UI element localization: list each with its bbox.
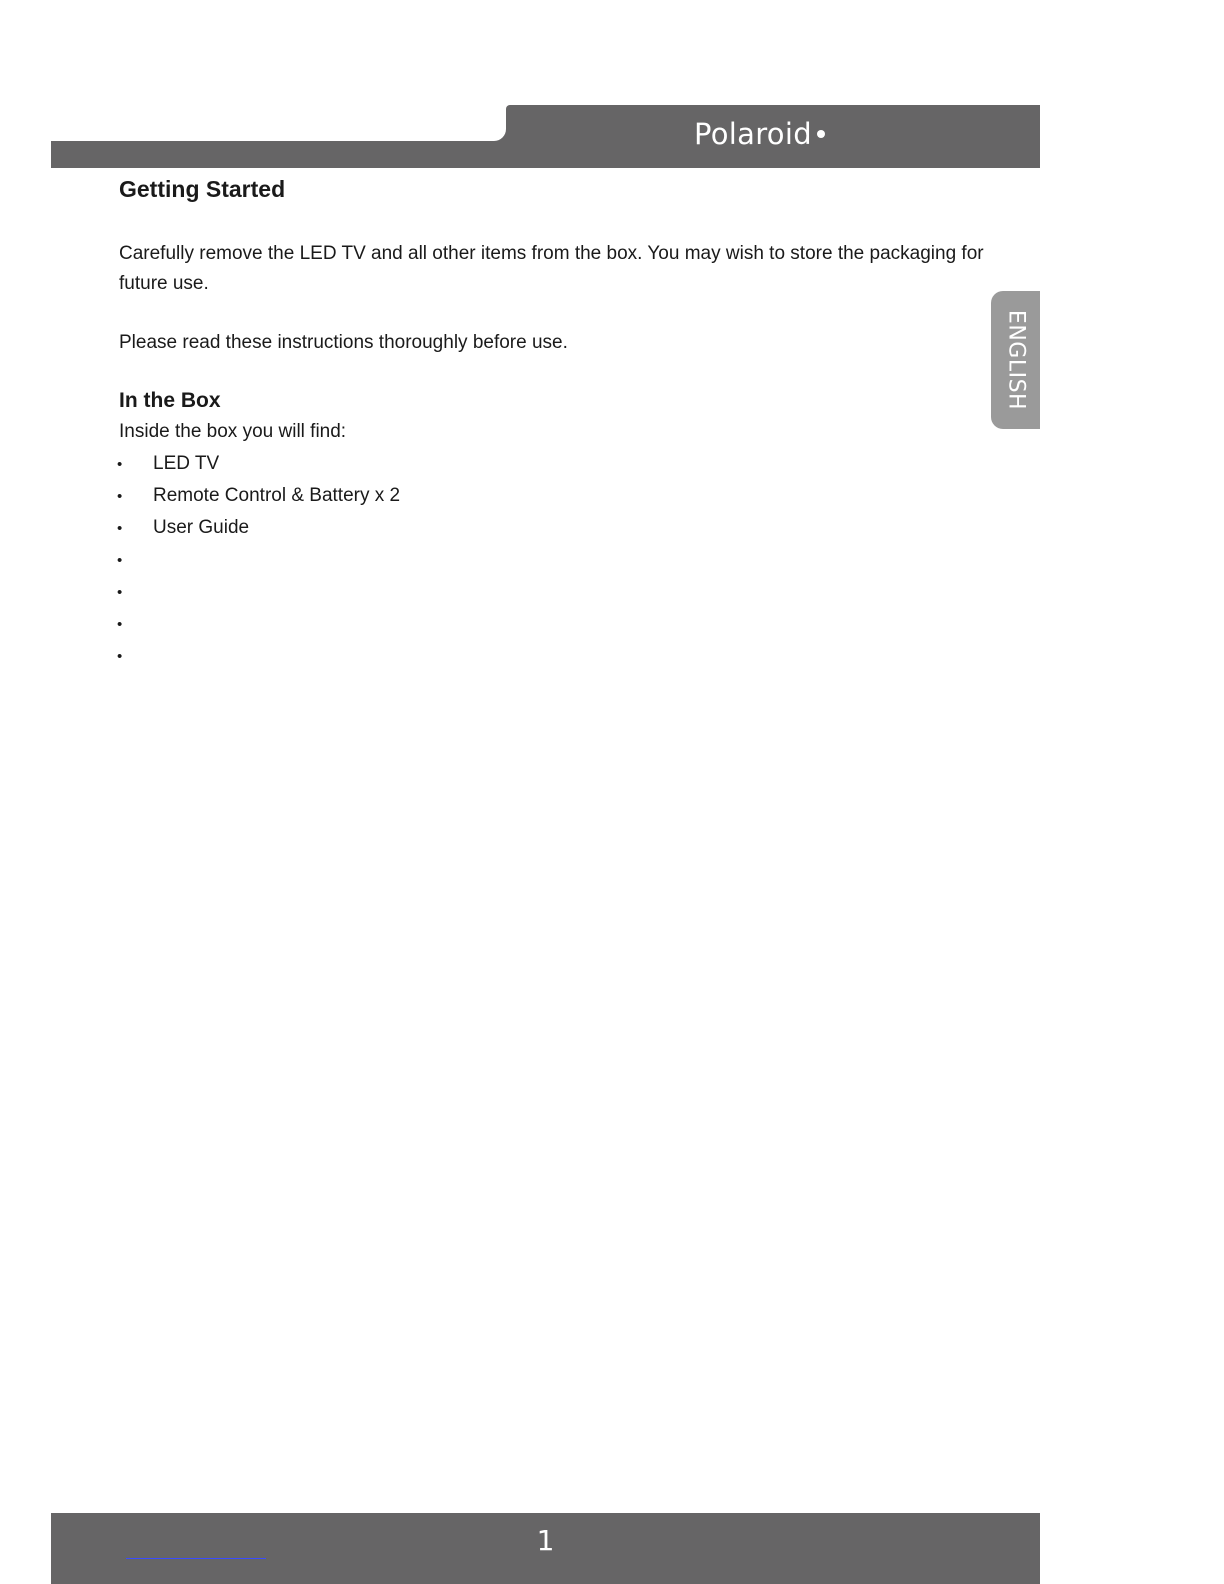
list-item-label: Remote Control & Battery x 2 — [153, 485, 401, 506]
brand-logo — [694, 117, 825, 151]
page-title: Getting Started — [119, 176, 286, 202]
bullet-icon: • — [117, 520, 123, 537]
section-title: In the Box — [119, 389, 221, 412]
brand-name: Polaroid — [694, 117, 812, 151]
bullet-icon: • — [117, 584, 123, 601]
footer-link-underline — [126, 1558, 266, 1559]
header-notch-cover — [482, 117, 506, 141]
list-item — [117, 449, 400, 481]
list-item — [117, 545, 400, 577]
bullet-icon: • — [117, 488, 123, 505]
bullet-icon: • — [117, 456, 123, 473]
box-contents-list — [117, 449, 400, 673]
page-number: 1 — [536, 1524, 555, 1557]
instructions-note: Please read these instructions thoroughly before use. — [119, 332, 568, 353]
list-item-label: LED TV — [153, 453, 220, 474]
bullet-icon: • — [117, 616, 123, 633]
brand-dot-icon — [817, 130, 825, 138]
list-item — [117, 641, 400, 673]
list-item — [117, 481, 400, 513]
box-contents-intro: Inside the box you will find: — [119, 421, 347, 442]
bullet-icon: • — [117, 648, 123, 665]
language-label: ENGLISH — [1003, 309, 1028, 411]
language-tab — [991, 291, 1040, 429]
list-item — [117, 577, 400, 609]
intro-paragraph: Carefully remove the LED TV and all other items from the box. You may wish to store the packaging for future use. — [119, 243, 984, 294]
list-item — [117, 609, 400, 641]
list-item — [117, 513, 400, 545]
footer-bar — [51, 1513, 1040, 1584]
bullet-icon: • — [117, 552, 123, 569]
list-item-label: User Guide — [153, 517, 250, 538]
